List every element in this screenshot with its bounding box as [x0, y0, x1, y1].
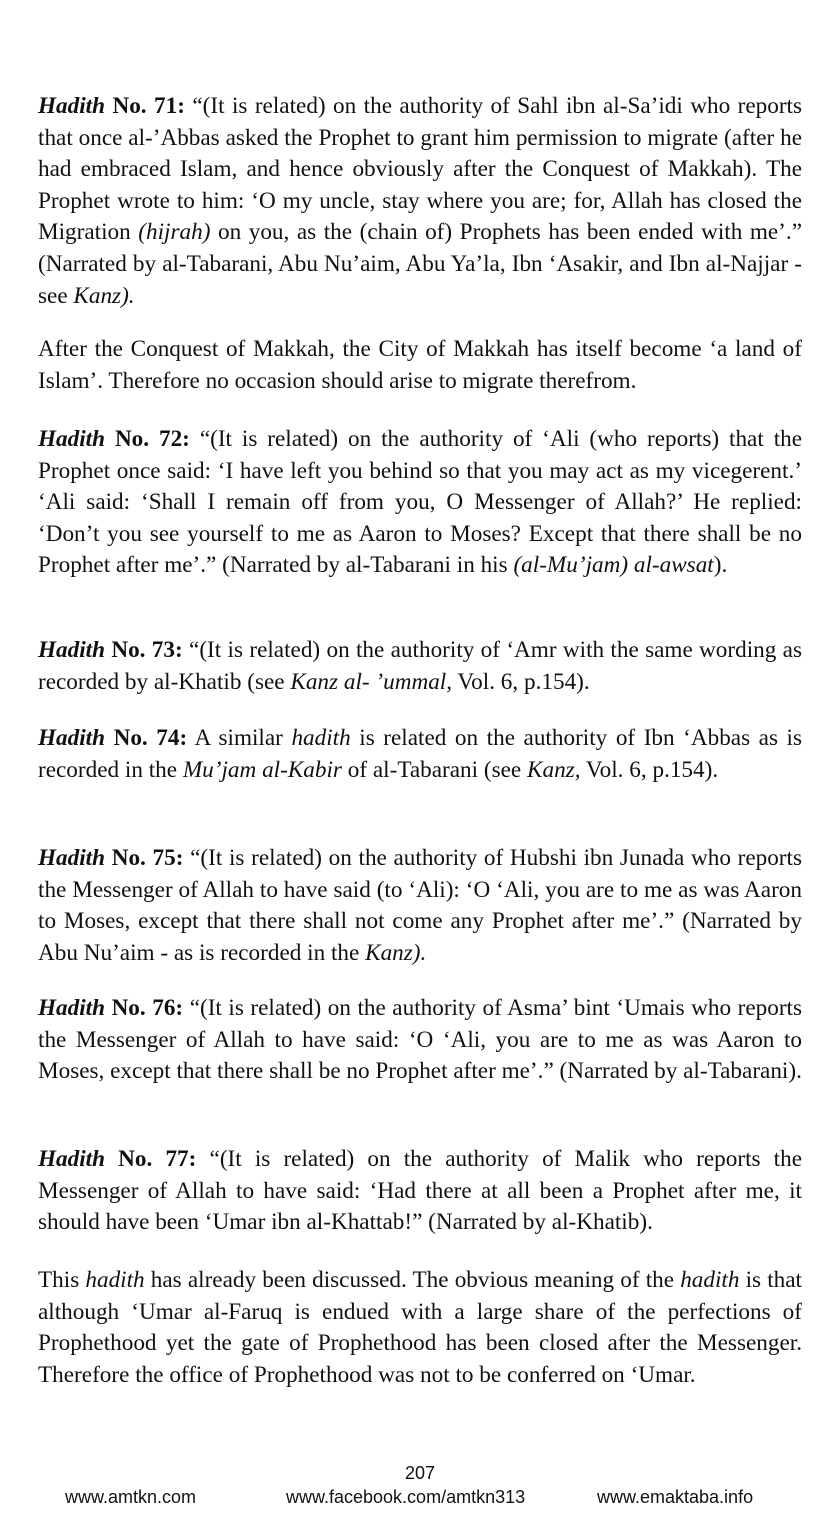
hadith-label: Hadith: [38, 637, 106, 663]
text-run: “(It is related) on the authority of Malik who reports the Messenger of Allah to have said: ‘Had there at all been a Prophet after me, it should have been ‘Umar ibn al-Khattab!” (Narrated by al-Khatib).: [38, 1146, 803, 1236]
hadith-number: No. 72:: [114, 426, 190, 452]
italic-term: Kanz).: [73, 282, 135, 309]
hadith-label: Hadith: [38, 93, 106, 119]
italic-term: (hijrah): [138, 219, 211, 246]
paragraph-commentary-umar: [38, 1265, 802, 1391]
paragraph-hadith-73: [38, 635, 802, 698]
text-run: This: [38, 1267, 86, 1293]
italic-term: (al-Mu’jam) al-awsat: [513, 552, 714, 579]
text-run: A similar: [187, 725, 292, 751]
italic-term: hadith: [680, 1267, 740, 1293]
paragraph-hadith-74: [38, 723, 802, 786]
paragraph-hadith-76: [38, 993, 802, 1088]
text-run: Vol. 6, p.154).: [452, 668, 590, 695]
text-run: has already been discussed. The obvious meaning of the: [144, 1267, 681, 1293]
italic-term: hadith: [291, 725, 351, 751]
paragraph-hadith-71: [38, 91, 802, 312]
paragraph-hadith-77: [38, 1144, 802, 1239]
text-run: “(It is related) on the authority of ‘Amr with the same wording as recorded by al-Khatib (see: [38, 637, 802, 695]
hadith-label: Hadith: [38, 426, 106, 452]
hadith-label: Hadith: [38, 995, 106, 1021]
hadith-number: No. 71:: [112, 93, 185, 119]
text-run: After the Conquest of Makkah, the City of Makkah has itself become ‘a land of Islam’. Therefore no occasion should arise to migrate therefrom.: [38, 336, 802, 394]
paragraph-hadith-75: [38, 843, 802, 969]
hadith-label: Hadith: [38, 1146, 106, 1172]
footer-link-facebook[interactable]: www.facebook.com/amtkn313: [286, 1487, 526, 1507]
text-run: “(It is related) on the authority of ‘Ali (who reports) that the Prophet once said: ‘I have left you behind so that you may act as my vicegerent.’ ‘Ali said: ‘Shall I remain off from you, O Messenger of Allah?’ He replied: ‘Don’t you see yourself to me as Aaron to Moses? Except that there shall be no Prophet after me’.” (Narrated by al-Tabarani in his: [38, 426, 803, 579]
text-run: of al-Tabarani (see: [341, 756, 528, 783]
hadith-number: No. 75:: [111, 845, 184, 871]
text-run: ).: [713, 552, 728, 579]
page-number: 207: [404, 1463, 436, 1483]
italic-term: Kanz al- ’ummal,: [290, 668, 453, 695]
italic-term: Kanz,: [527, 756, 581, 783]
hadith-number: No. 74:: [113, 725, 188, 751]
hadith-label: Hadith: [38, 725, 106, 751]
hadith-number: No. 76:: [111, 995, 184, 1021]
hadith-number: No. 77:: [118, 1146, 197, 1172]
italic-term: Mu’jam al-Kabir: [182, 756, 342, 783]
text-run: “(It is related) on the authority of Asma’ bint ‘Umais who reports the Messenger of Allah to have said: ‘O ‘Ali, you are to me as was Aaron to Moses, except that there shall be no Prophet after me’.” (Narrated by al-Tabarani).: [38, 995, 803, 1085]
text-run: Vol. 6, p.154).: [580, 756, 719, 783]
italic-term: Kanz).: [365, 939, 427, 966]
text-run: is related on the authority of Ibn ‘Abbas as is recorded in the: [38, 725, 803, 783]
text-run: is that although ‘Umar al-Faruq is endued with a large share of the perfections of Prophethood yet the gate of Prophethood has been closed after the Messenger. Therefore the office of Prophethood was not to be conferred on ‘Umar.: [38, 1267, 802, 1388]
hadith-label: Hadith: [38, 845, 106, 871]
footer-link-emaktaba[interactable]: www.emaktaba.info: [597, 1487, 754, 1507]
text-run: “(It is related) on the authority of Hubshi ibn Junada who reports the Messenger of Allah to have said (to ‘Ali): ‘O ‘Ali, you are to me as was Aaron to Moses, except that there shall not come any Prophet after me’.” (Narrated by Abu Nu’aim - as is recorded in the: [38, 845, 802, 966]
paragraph-hadith-72: [38, 424, 802, 582]
text-run: on you, as the (chain of) Prophets has been ended with me’.” (Narrated by al-Tabarani, Abu Nu’aim, Abu Ya’la, Ibn ‘Asakir, and Ibn al-Najjar - see: [38, 219, 802, 309]
text-run: “(It is related) on the authority of Sahl ibn al-Sa’idi who reports that once al-’Abbas asked the Prophet to grant him permission to migrate (after he had embraced Islam, and hence obviously after the Conquest of Makkah). The Prophet wrote to him: ‘O my uncle, stay where you are; for, Allah has closed the Migration: [38, 93, 803, 246]
paragraph-commentary-makkah: [38, 334, 802, 397]
hadith-number: No. 73:: [111, 637, 183, 663]
italic-term: hadith: [85, 1267, 145, 1293]
footer-link-amtkn[interactable]: www.amtkn.com: [65, 1487, 197, 1507]
